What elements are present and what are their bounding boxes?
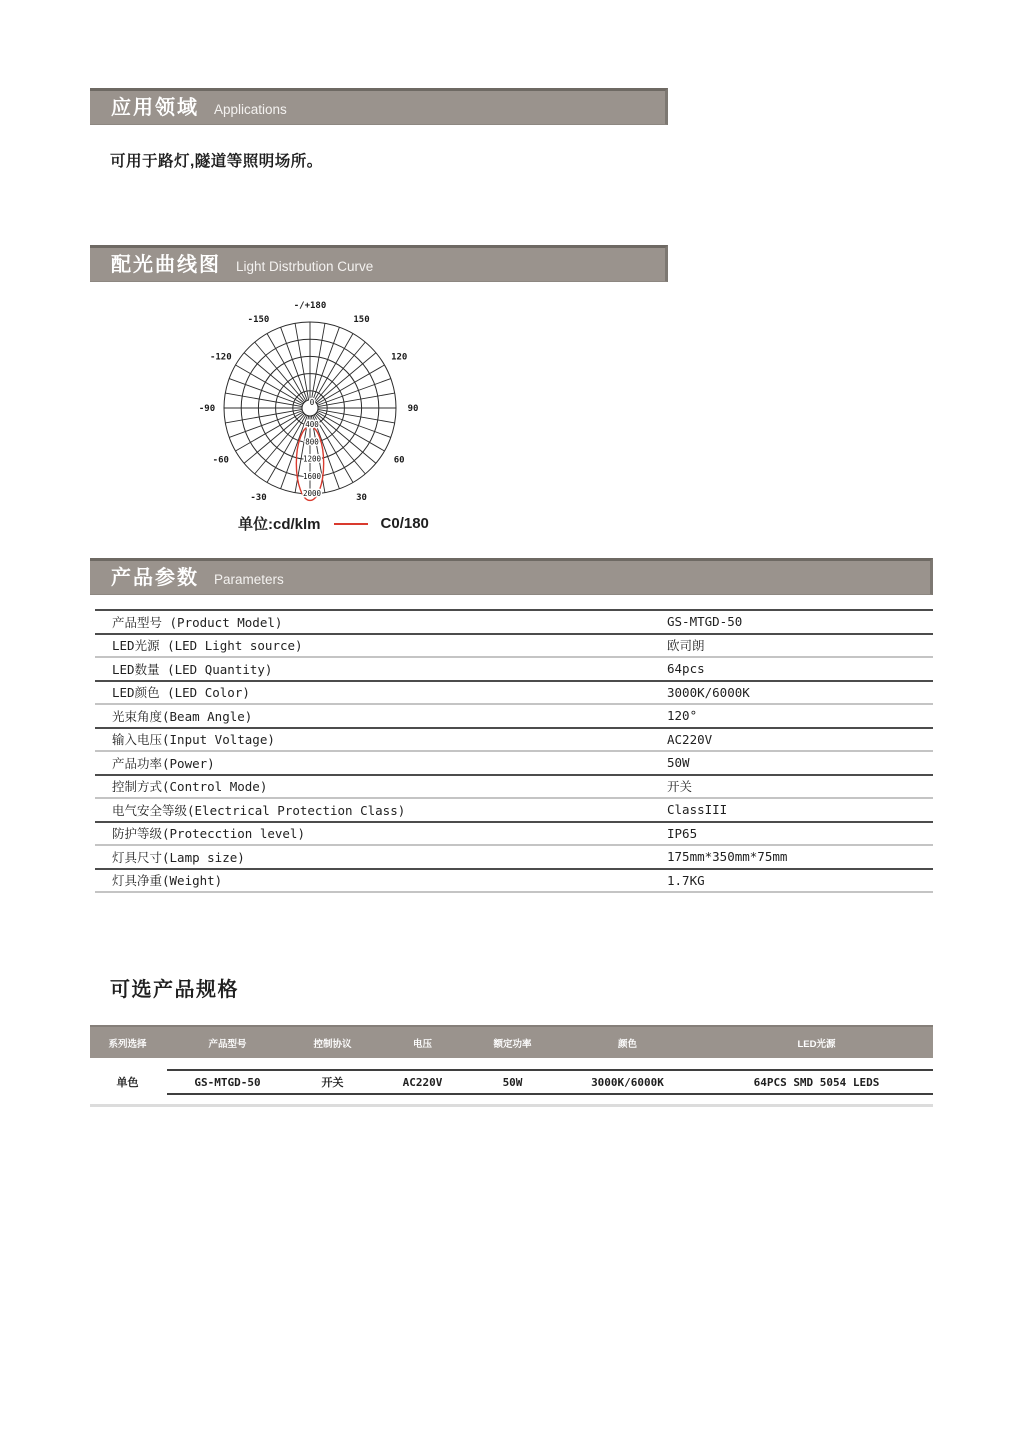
radial-tick-label: 2000 bbox=[302, 489, 322, 498]
param-row bbox=[95, 752, 933, 776]
param-label: 输入电压(Input Voltage) bbox=[112, 732, 275, 748]
parameters-title-en: Parameters bbox=[214, 572, 284, 587]
applications-title-zh: 应用领域 bbox=[111, 97, 199, 119]
angle-tick-label: 30 bbox=[356, 493, 367, 504]
applications-section-bar bbox=[90, 88, 668, 125]
param-row bbox=[95, 729, 933, 753]
param-row bbox=[95, 682, 933, 706]
param-label: 灯具尺寸(Lamp size) bbox=[112, 849, 245, 865]
applications-title-en: Applications bbox=[214, 102, 287, 117]
param-row bbox=[95, 823, 933, 847]
options-title: 可选产品规格 bbox=[110, 979, 239, 1001]
options-column-header: 电压 bbox=[412, 1038, 432, 1050]
param-value: 50W bbox=[667, 755, 690, 771]
radial-tick-label: 0 bbox=[309, 398, 315, 407]
options-column-header: 颜色 bbox=[617, 1038, 637, 1050]
angle-tick-label: 120 bbox=[391, 352, 408, 363]
options-cell: AC220V bbox=[402, 1075, 443, 1089]
light-distribution-chart bbox=[190, 292, 430, 517]
options-table-header bbox=[90, 1025, 933, 1058]
angle-tick-label: -150 bbox=[247, 314, 270, 325]
param-value: 3000K/6000K bbox=[667, 684, 750, 700]
options-cell: 50W bbox=[502, 1075, 523, 1089]
radial-tick-label: 800 bbox=[305, 437, 319, 447]
parameters-table bbox=[95, 609, 933, 893]
applications-body: 可用于路灯,隧道等照明场所。 bbox=[110, 153, 323, 170]
light-curve-title-zh: 配光曲线图 bbox=[111, 254, 221, 276]
options-cell: GS-MTGD-50 bbox=[194, 1075, 261, 1089]
options-row-bottom-rule bbox=[167, 1093, 933, 1095]
options-cell: 64PCS SMD 5054 LEDS bbox=[753, 1075, 880, 1089]
param-label: LED颜色 (LED Color) bbox=[112, 685, 250, 701]
angle-tick-label: -30 bbox=[250, 493, 267, 504]
param-value: GS-MTGD-50 bbox=[667, 614, 743, 630]
options-row-top-rule bbox=[167, 1069, 933, 1071]
options-column-header: 控制协议 bbox=[313, 1038, 352, 1050]
param-row bbox=[95, 870, 933, 894]
parameters-section-bar bbox=[90, 558, 933, 595]
param-value: 120° bbox=[667, 708, 698, 724]
param-value: ClassIII bbox=[667, 802, 728, 818]
radial-tick-label: 400 bbox=[305, 420, 319, 430]
options-column-header: 产品型号 bbox=[208, 1038, 247, 1050]
param-row bbox=[95, 846, 933, 870]
angle-tick-label: -/+180 bbox=[293, 301, 327, 311]
param-label: 电气安全等级(Electrical Protection Class) bbox=[112, 802, 406, 818]
param-row bbox=[95, 799, 933, 823]
param-value: IP65 bbox=[667, 825, 698, 841]
options-column-header: 额定功率 bbox=[493, 1038, 532, 1050]
param-row bbox=[95, 776, 933, 800]
param-value: 1.7KG bbox=[667, 872, 705, 888]
parameters-title-zh: 产品参数 bbox=[111, 567, 199, 589]
options-column-header: LED光源 bbox=[797, 1038, 836, 1050]
param-label: 光束角度(Beam Angle) bbox=[112, 708, 253, 724]
param-label: 灯具净重(Weight) bbox=[112, 873, 223, 889]
options-table-foot-line bbox=[90, 1104, 933, 1107]
angle-tick-label: 90 bbox=[407, 404, 419, 414]
param-label: 控制方式(Control Mode) bbox=[112, 779, 268, 795]
param-value: 开关 bbox=[667, 779, 693, 795]
param-label: LED光源 (LED Light source) bbox=[112, 638, 303, 654]
param-label: 产品功率(Power) bbox=[112, 755, 215, 771]
angle-tick-label: -90 bbox=[198, 404, 216, 414]
param-value: AC220V bbox=[667, 731, 713, 747]
param-label: 产品型号 (Product Model) bbox=[112, 614, 283, 630]
param-value: 64pcs bbox=[667, 661, 705, 677]
param-label: 防护等级(Protecction level) bbox=[112, 826, 305, 842]
radial-tick-label: 1600 bbox=[302, 471, 322, 481]
options-table-row bbox=[90, 1069, 933, 1095]
legend-series-label: C0/180 bbox=[380, 515, 429, 532]
param-row bbox=[95, 705, 933, 729]
param-value: 175mm*350mm*75mm bbox=[667, 849, 788, 865]
options-cell: 3000K/6000K bbox=[591, 1075, 664, 1089]
light-curve-title-en: Light Distrbution Curve bbox=[236, 259, 374, 274]
angle-tick-label: -120 bbox=[209, 352, 232, 363]
options-column-header: 系列选择 bbox=[108, 1038, 147, 1050]
chart-legend bbox=[238, 513, 429, 534]
param-row bbox=[95, 658, 933, 682]
param-label: LED数量 (LED Quantity) bbox=[112, 661, 273, 677]
angle-tick-label: -60 bbox=[212, 455, 229, 466]
light-curve-section-bar bbox=[90, 245, 668, 282]
param-row bbox=[95, 611, 933, 635]
angle-tick-label: 150 bbox=[353, 314, 370, 325]
angle-tick-label: 60 bbox=[393, 455, 405, 466]
options-cell: 单色 bbox=[116, 1076, 139, 1089]
polar-chart-svg bbox=[190, 292, 430, 517]
param-row bbox=[95, 635, 933, 659]
param-value: 欧司朗 bbox=[667, 638, 705, 654]
options-cell: 开关 bbox=[321, 1076, 344, 1089]
legend-unit-label: 单位:cd/klm bbox=[238, 516, 321, 533]
radial-tick-label: 1200 bbox=[302, 454, 322, 464]
legend-series-line bbox=[334, 523, 368, 525]
options-table bbox=[90, 1025, 933, 1107]
